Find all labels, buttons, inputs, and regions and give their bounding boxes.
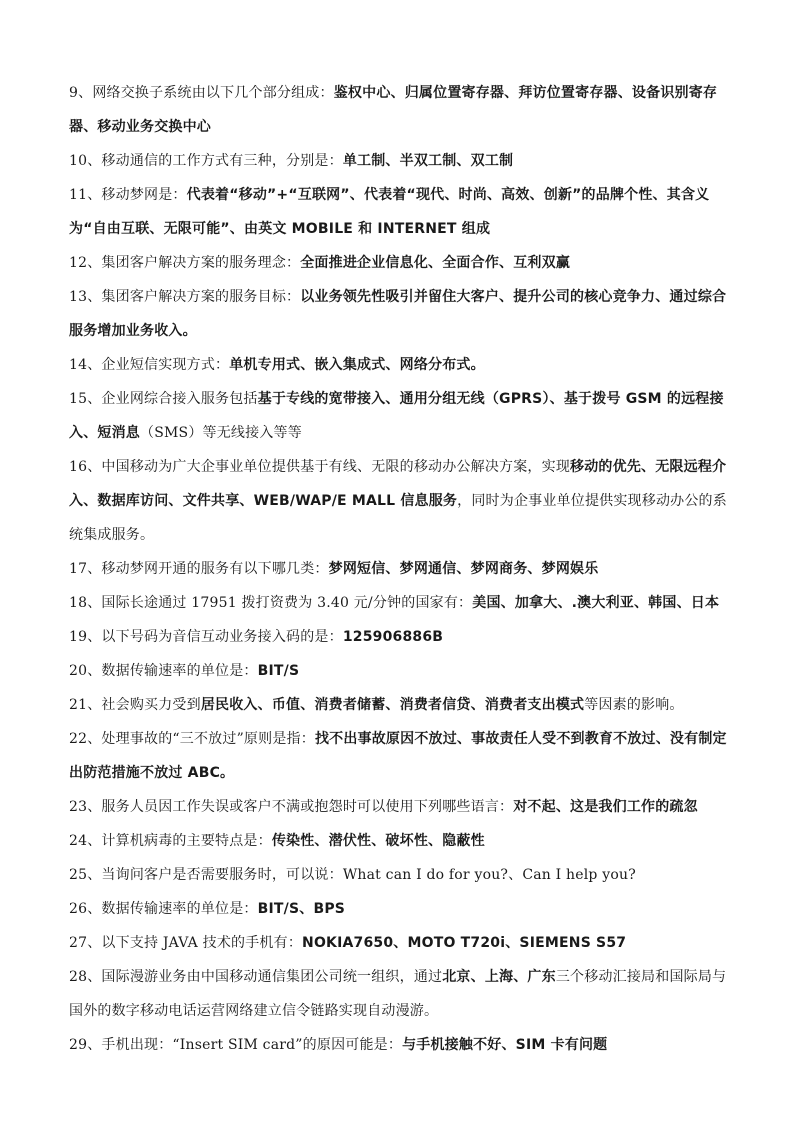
question-item	[69, 348, 735, 382]
question-num: 13、	[69, 289, 102, 305]
question-item	[69, 552, 735, 586]
question-ans: 传染性、潜伏性、破坏性、隐蔽性	[271, 833, 485, 849]
question-ans: 居民收入、币值、消费者储蓄、消费者信贷、消费者支出模式	[200, 697, 585, 713]
question-pre: 企业网综合接入服务包括	[101, 391, 258, 407]
question-item	[69, 620, 735, 654]
question-num: 26、	[69, 901, 102, 917]
question-pre: 以下号码为音信互动业务接入码的是：	[101, 629, 343, 645]
question-num: 20、	[69, 663, 102, 679]
question-num: 22、	[69, 731, 102, 747]
question-ans: 移动的优先、无限远程介入、数据库访问、文件共享、WEB/WAP/E MALL 信息服务	[69, 459, 727, 509]
question-num: 18、	[69, 595, 102, 611]
question-item	[69, 824, 735, 858]
question-num: 27、	[69, 935, 102, 951]
question-item	[69, 280, 735, 348]
question-pre: 国际长途通过 17951 拨打资费为 3.40 元/分钟的国家有：	[101, 595, 473, 611]
question-ans: 基于专线的宽带接入、通用分组无线（GPRS）、基于拨号 GSM 的远程接入、短消息	[69, 391, 724, 441]
question-pre: 数据传输速率的单位是：	[101, 901, 258, 917]
question-post: 三个移动汇接局和国际局与国外的数字移动电话运营网络建立信令链路实现自动漫游。	[69, 969, 727, 1019]
question-item	[69, 246, 735, 280]
question-ans: 找不出事故原因不放过、事故责任人受不到教育不放过、没有制定出防范措施不放过 ABC。	[69, 731, 727, 781]
question-item	[69, 178, 735, 246]
question-item	[69, 926, 735, 960]
question-pre: 国际漫游业务由中国移动通信集团公司统一组织，通过	[101, 969, 443, 985]
question-post: 等因素的影响。	[584, 697, 684, 713]
question-item	[69, 960, 735, 1028]
question-item	[69, 858, 735, 892]
question-item	[69, 790, 735, 824]
question-pre: 移动梦网开通的服务有以下哪几类：	[101, 561, 329, 577]
question-pre: 网络交换子系统由以下几个部分组成：	[92, 85, 334, 101]
question-pre: 集团客户解决方案的服务理念：	[101, 255, 301, 271]
question-ans: 对不起、这是我们工作的疏忽	[513, 799, 698, 815]
question-num: 24、	[69, 833, 102, 849]
question-pre: 服务人员因工作失误或客户不满或抱怨时可以使用下列哪些语言：	[101, 799, 514, 815]
question-ans: BIT/S	[257, 663, 300, 679]
question-ans: 代表着“移动”+“互联网”、代表着“现代、时尚、高效、创新”的品牌个性、其含义为“自由互联、无限可能”、由英文 MOBILE 和 INTERNET 组成	[69, 187, 710, 237]
question-num: 15、	[69, 391, 102, 407]
question-num: 28、	[69, 969, 102, 985]
question-post: ，同时为企事业单位提供实现移动办公的系统集成服务。	[69, 493, 727, 543]
question-list	[69, 76, 735, 1062]
question-pre: 处理事故的“三不放过”原则是指：	[101, 731, 315, 747]
question-item	[69, 586, 735, 620]
question-ans: 全面推进企业信息化、全面合作、互利双赢	[300, 255, 571, 271]
question-num: 11、	[69, 187, 102, 203]
question-item	[69, 450, 735, 552]
question-item	[69, 654, 735, 688]
question-num: 17、	[69, 561, 102, 577]
question-ans: 以业务领先性吸引并留住大客户、提升公司的核心竞争力、通过综合服务增加业务收入。	[69, 289, 727, 339]
question-item	[69, 76, 735, 144]
question-pre: 集团客户解决方案的服务目标：	[101, 289, 301, 305]
question-num: 12、	[69, 255, 102, 271]
question-item	[69, 1028, 735, 1062]
question-ans: 梦网短信、梦网通信、梦网商务、梦网娱乐	[328, 561, 599, 577]
question-ans: 北京、上海、广东	[442, 969, 556, 985]
question-pre: 数据传输速率的单位是：	[101, 663, 258, 679]
question-pre: 以下支持 JAVA 技术的手机有：	[101, 935, 303, 951]
question-num: 25、	[69, 867, 102, 883]
question-ans: 125906886B	[342, 629, 444, 645]
question-item	[69, 892, 735, 926]
question-ans: NOKIA7650、MOTO T720i、SIEMENS S57	[302, 935, 627, 951]
question-num: 10、	[69, 153, 102, 169]
question-num: 23、	[69, 799, 102, 815]
question-ans: 鉴权中心、归属位置寄存器、拜访位置寄存器、设备识别寄存器、移动业务交换中心	[69, 85, 718, 135]
question-num: 21、	[69, 697, 102, 713]
question-ans: 与手机接触不好、SIM 卡有问题	[402, 1037, 608, 1053]
question-pre: 移动通信的工作方式有三种，分别是：	[101, 153, 343, 169]
question-pre: 企业短信实现方式：	[101, 357, 230, 373]
question-pre: 社会购买力受到	[101, 697, 201, 713]
question-pre: 计算机病毒的主要特点是：	[101, 833, 272, 849]
question-ans: 单工制、半双工制、双工制	[342, 153, 514, 169]
question-item	[69, 382, 735, 450]
question-post: （SMS）等无线接入等等	[140, 425, 302, 441]
question-item	[69, 144, 735, 178]
question-pre: 当询问客户是否需要服务时，可以说：What can I do for you?、Can I help you?	[101, 867, 636, 883]
question-ans: 单机专用式、嵌入集成式、网络分布式。	[229, 357, 485, 373]
question-pre: 移动梦网是：	[101, 187, 187, 203]
question-num: 16、	[69, 459, 102, 475]
question-num: 14、	[69, 357, 102, 373]
question-item	[69, 688, 735, 722]
question-item	[69, 722, 735, 790]
question-num: 19、	[69, 629, 102, 645]
question-pre: 中国移动为广大企事业单位提供基于有线、无限的移动办公解决方案，实现	[101, 459, 571, 475]
question-ans: BIT/S、BPS	[257, 901, 346, 917]
question-pre: 手机出现：“Insert SIM card”的原因可能是：	[101, 1037, 403, 1053]
question-num: 9、	[69, 85, 93, 101]
question-num: 29、	[69, 1037, 102, 1053]
question-ans: 美国、加拿大、.澳大利亚、韩国、日本	[472, 595, 720, 611]
